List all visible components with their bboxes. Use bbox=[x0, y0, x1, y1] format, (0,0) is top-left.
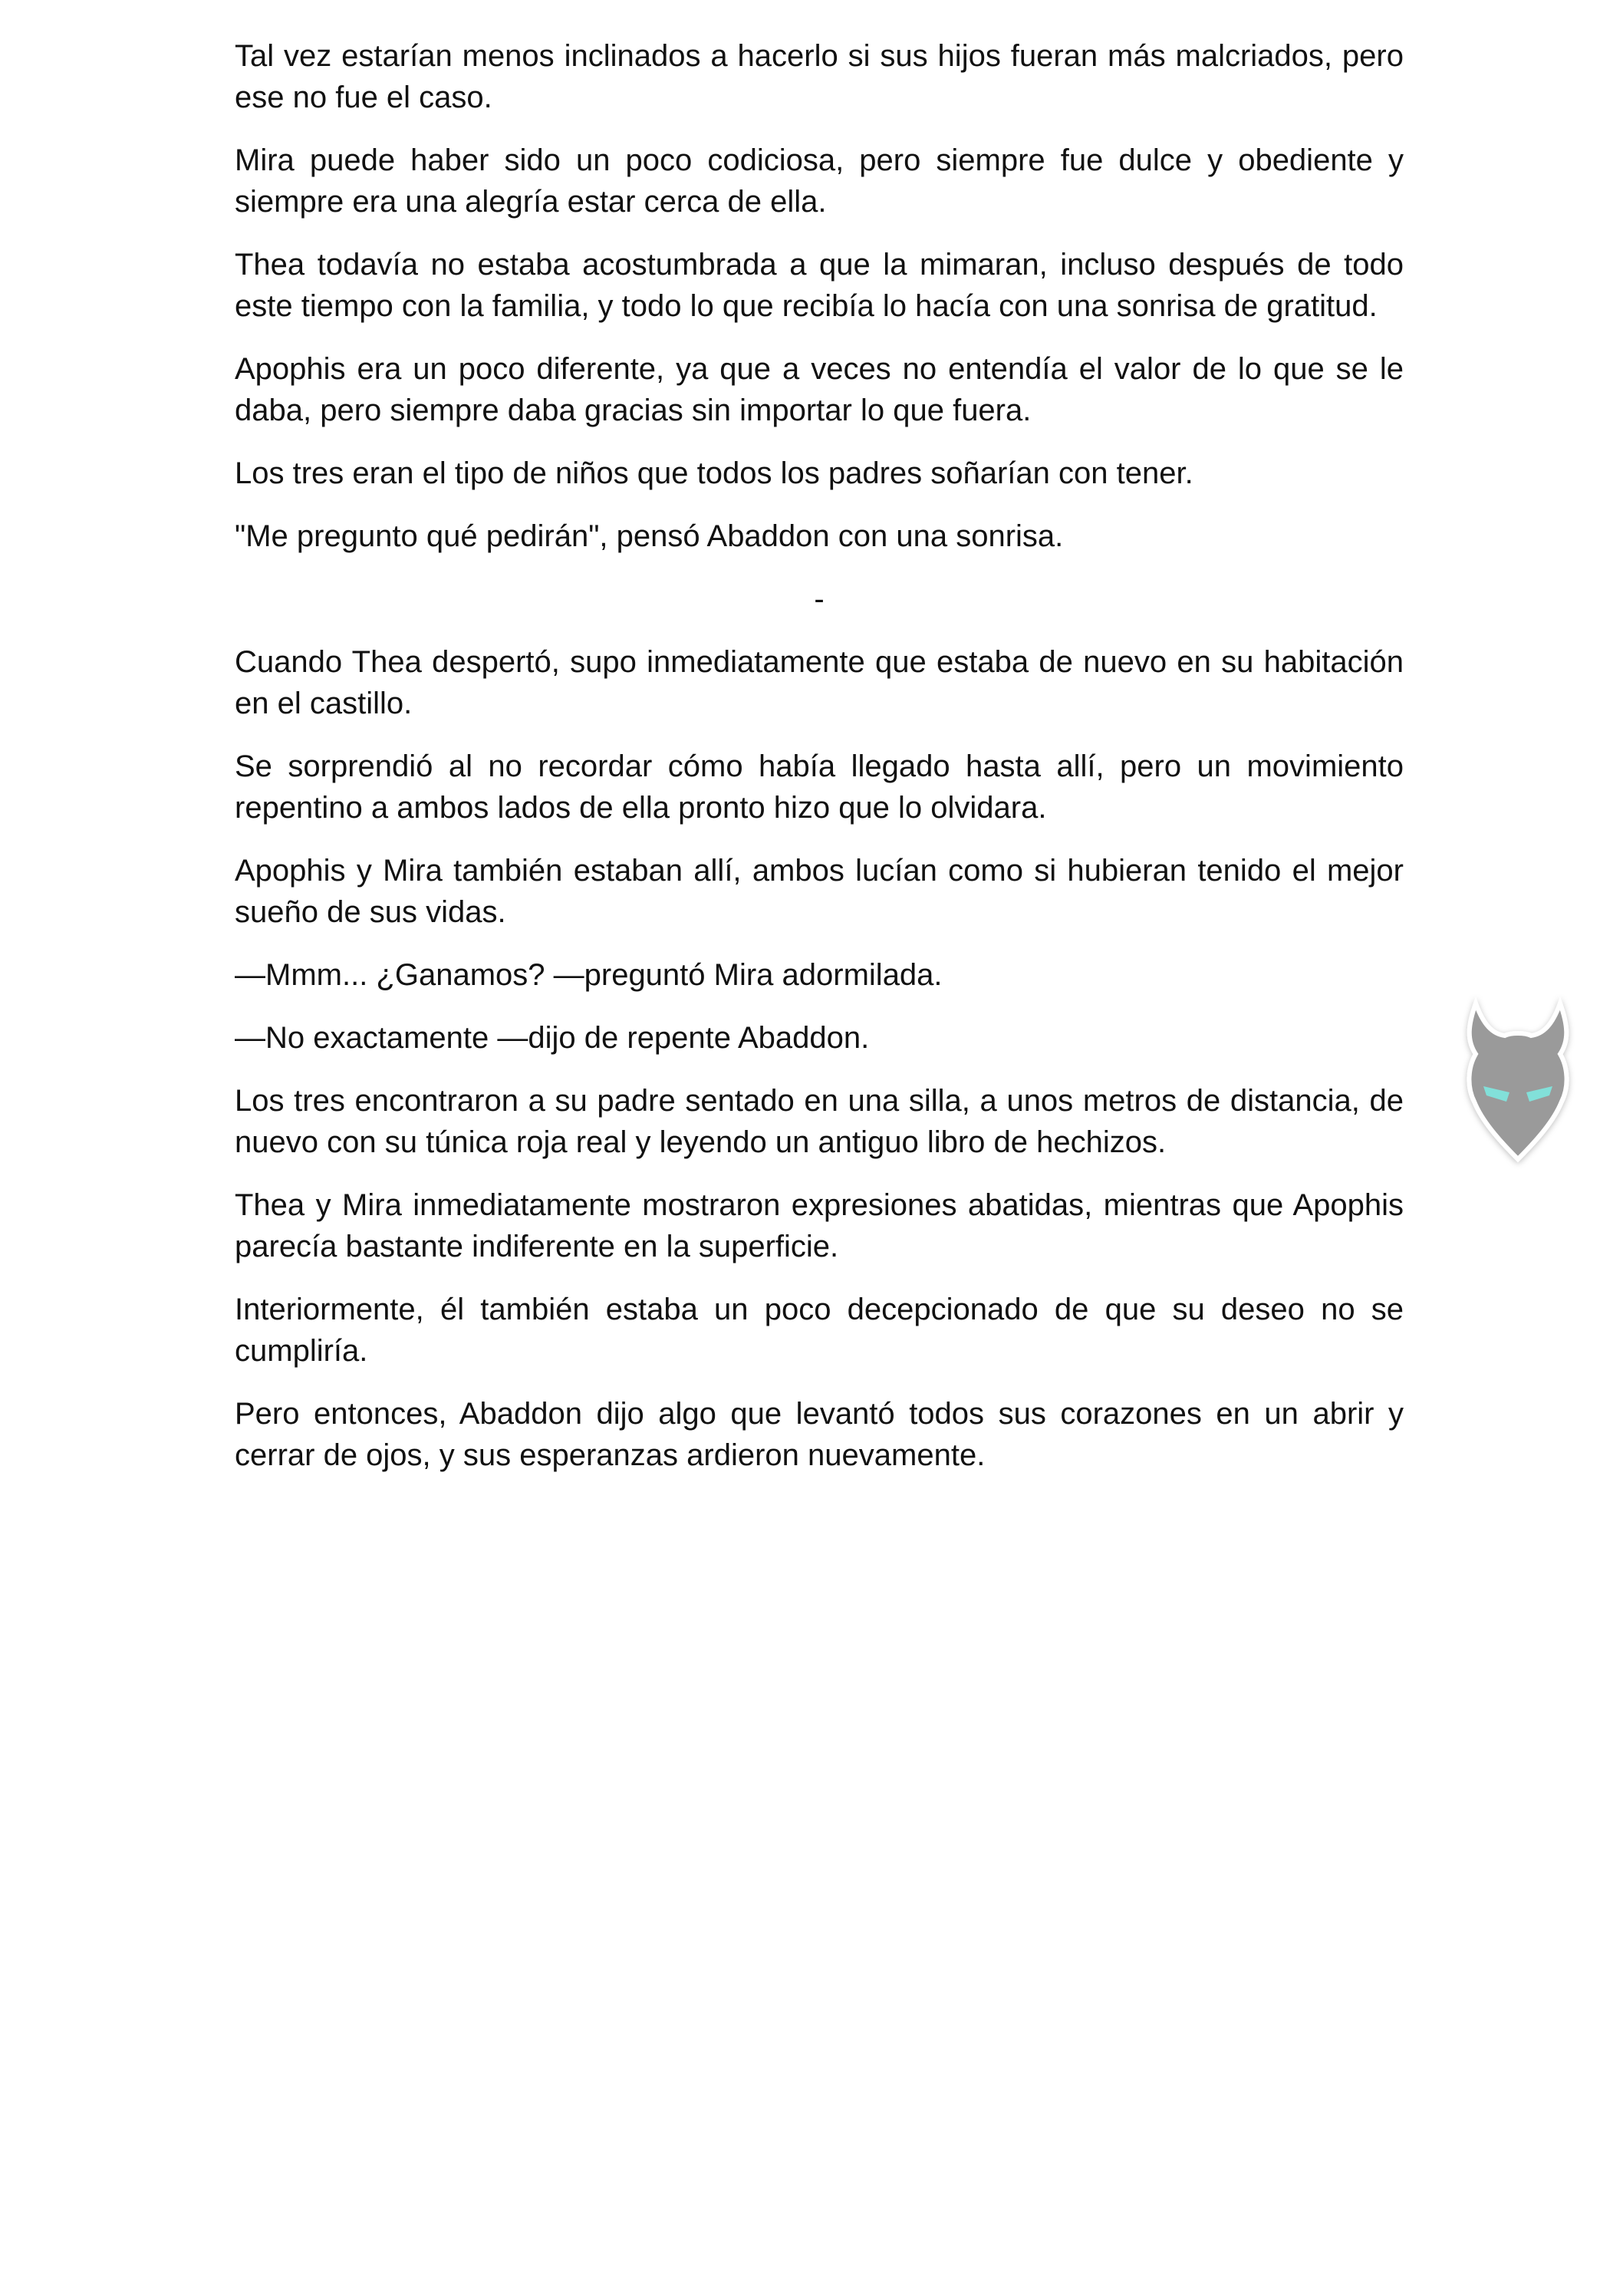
paragraph: Tal vez estarían menos inclinados a hacerlo si sus hijos fueran más malcriados, pero ese no fue el caso. bbox=[235, 39, 1404, 114]
paragraph: Pero entonces, Abaddon dijo algo que levantó todos sus corazones en un abrir y cerrar de ojos, y sus esperanzas ardieron nuevamente. bbox=[235, 1397, 1404, 1472]
paragraph: Apophis y Mira también estaban allí, ambos lucían como si hubieran tenido el mejor sueño de sus vidas. bbox=[235, 854, 1404, 929]
paragraph: Interiormente, él también estaba un poco decepcionado de que su deseo no se cumpliría. bbox=[235, 1293, 1404, 1368]
paragraph: Los tres eran el tipo de niños que todos los padres soñarían con tener. bbox=[235, 456, 1193, 490]
paragraph: "Me pregunto qué pedirán", pensó Abaddon con una sonrisa. bbox=[235, 519, 1064, 553]
demon-head-icon bbox=[1445, 994, 1591, 1171]
paragraph: Thea y Mira inmediatamente mostraron expresiones abatidas, mientras que Apophis parecía bastante indiferente en la superficie. bbox=[235, 1188, 1404, 1263]
paragraph: —Mmm... ¿Ganamos? —preguntó Mira adormilada. bbox=[235, 958, 943, 992]
paragraph: Cuando Thea despertó, supo inmediatamente que estaba de nuevo en su habitación en el castillo. bbox=[235, 645, 1404, 720]
paragraph: Mira puede haber sido un poco codiciosa, pero siempre fue dulce y obediente y siempre era una alegría estar cerca de ella. bbox=[235, 143, 1404, 219]
paragraph: Apophis era un poco diferente, ya que a veces no entendía el valor de lo que se le daba, pero siempre daba gracias sin importar lo que fuera. bbox=[235, 352, 1404, 427]
paragraph: Thea todavía no estaba acostumbrada a que la mimaran, incluso después de todo este tiempo con la familia, y todo lo que recibía lo hacía con una sonrisa de gratitud. bbox=[235, 248, 1404, 323]
paragraph: —No exactamente —dijo de repente Abaddon. bbox=[235, 1021, 870, 1055]
text-column bbox=[235, 35, 1404, 1497]
scene-break: - bbox=[814, 582, 825, 616]
paragraph: Los tres encontraron a su padre sentado en una silla, a unos metros de distancia, de nuevo con su túnica roja real y leyendo un antiguo libro de hechizos. bbox=[235, 1084, 1404, 1159]
paragraph: Se sorprendió al no recordar cómo había llegado hasta allí, pero un movimiento repentino a ambos lados de ella pronto hizo que lo olvidara. bbox=[235, 749, 1404, 825]
